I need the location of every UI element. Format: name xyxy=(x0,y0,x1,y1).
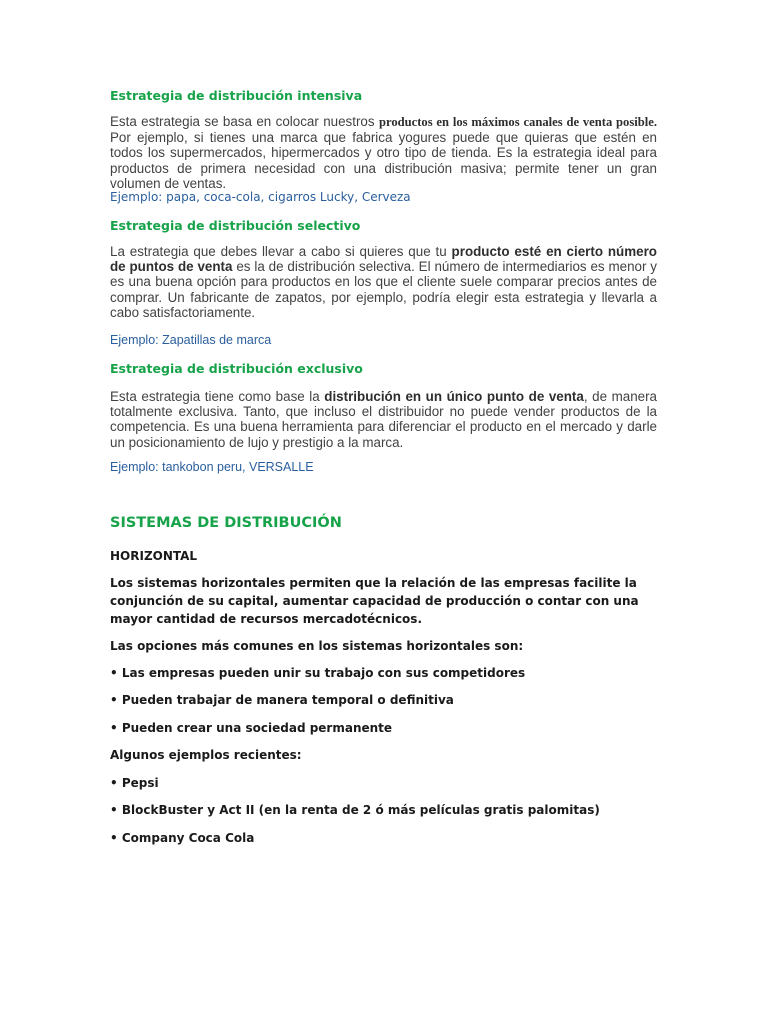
example-item: • Pepsi xyxy=(110,776,159,790)
intensive-text-before: Esta estrategia se basa en colocar nuestros xyxy=(110,114,379,129)
exclusive-heading: Estrategia de distribución exclusivo xyxy=(110,361,363,376)
exclusive-paragraph xyxy=(110,389,657,450)
exclusive-bold: distribución en un único punto de venta xyxy=(324,389,584,404)
intensive-text-after: Por ejemplo, si tienes una marca que fabrica yogures puede que quieras que estén en todos los supermercados, hipermercados y otro tipo de tienda. Es la estrategia ideal para productos de primera necesidad con una distribución masiva; permite tener un gran volumen de ventas. xyxy=(110,130,657,191)
option-item: • Pueden crear una sociedad permanente xyxy=(110,721,393,735)
intensive-example: Ejemplo: papa, coca-cola, cigarros Lucky, Cerveza xyxy=(110,190,411,204)
exclusive-example: Ejemplo: tankobon peru, VERSALLE xyxy=(110,460,314,474)
selective-paragraph xyxy=(110,244,657,320)
selective-text-before: La estrategia que debes llevar a cabo si quieres que tu xyxy=(110,244,452,259)
exclusive-text-before: Esta estrategia tiene como base la xyxy=(110,389,325,404)
example-item: • Company Coca Cola xyxy=(110,831,255,845)
intensive-paragraph xyxy=(110,114,657,191)
selective-text-after: es la de distribución selectiva. El número de intermediarios es menor y es una buena opción para productos en los que el cliente suele comparar precios antes de comprar. Un fabricante de zapatos, por ejemplo, podría elegir esta estrategia y llevarla a cabo satisfactoriamente. xyxy=(110,259,657,320)
option-item: • Pueden trabajar de manera temporal o definitiva xyxy=(110,693,454,707)
systems-title: SISTEMAS DE DISTRIBUCIÓN xyxy=(110,515,342,531)
selective-heading: Estrategia de distribución selectivo xyxy=(110,218,361,233)
systems-subtitle: HORIZONTAL xyxy=(110,549,198,563)
systems-intro: Los sistemas horizontales permiten que la relación de las empresas facilite la conjunción de su capital, aumentar capacidad de producción o contar con una mayor cantidad de recursos mercadotécnicos. xyxy=(110,576,639,626)
selective-bold: producto esté en cierto número de puntos de venta xyxy=(110,244,657,275)
example-item: • BlockBuster y Act II (en la renta de 2 ó más películas gratis palomitas) xyxy=(110,803,600,817)
intensive-bold: productos en los máximos canales de venta posible. xyxy=(378,115,657,129)
selective-example: Ejemplo: Zapatillas de marca xyxy=(110,333,272,347)
exclusive-text-after: , de manera totalmente exclusiva. Tanto, que incluso el distribuidor no puede vender productos de la competencia. Es una buena herramienta para diferenciar el producto en el mercado y darle un posicionamiento de lujo y prestigio a la marca. xyxy=(110,389,657,450)
options-label: Las opciones más comunes en los sistemas horizontales son: xyxy=(110,639,524,653)
option-item: • Las empresas pueden unir su trabajo con sus competidores xyxy=(110,666,526,680)
intensive-heading: Estrategia de distribución intensiva xyxy=(110,88,363,103)
examples-label: Algunos ejemplos recientes: xyxy=(110,748,302,762)
